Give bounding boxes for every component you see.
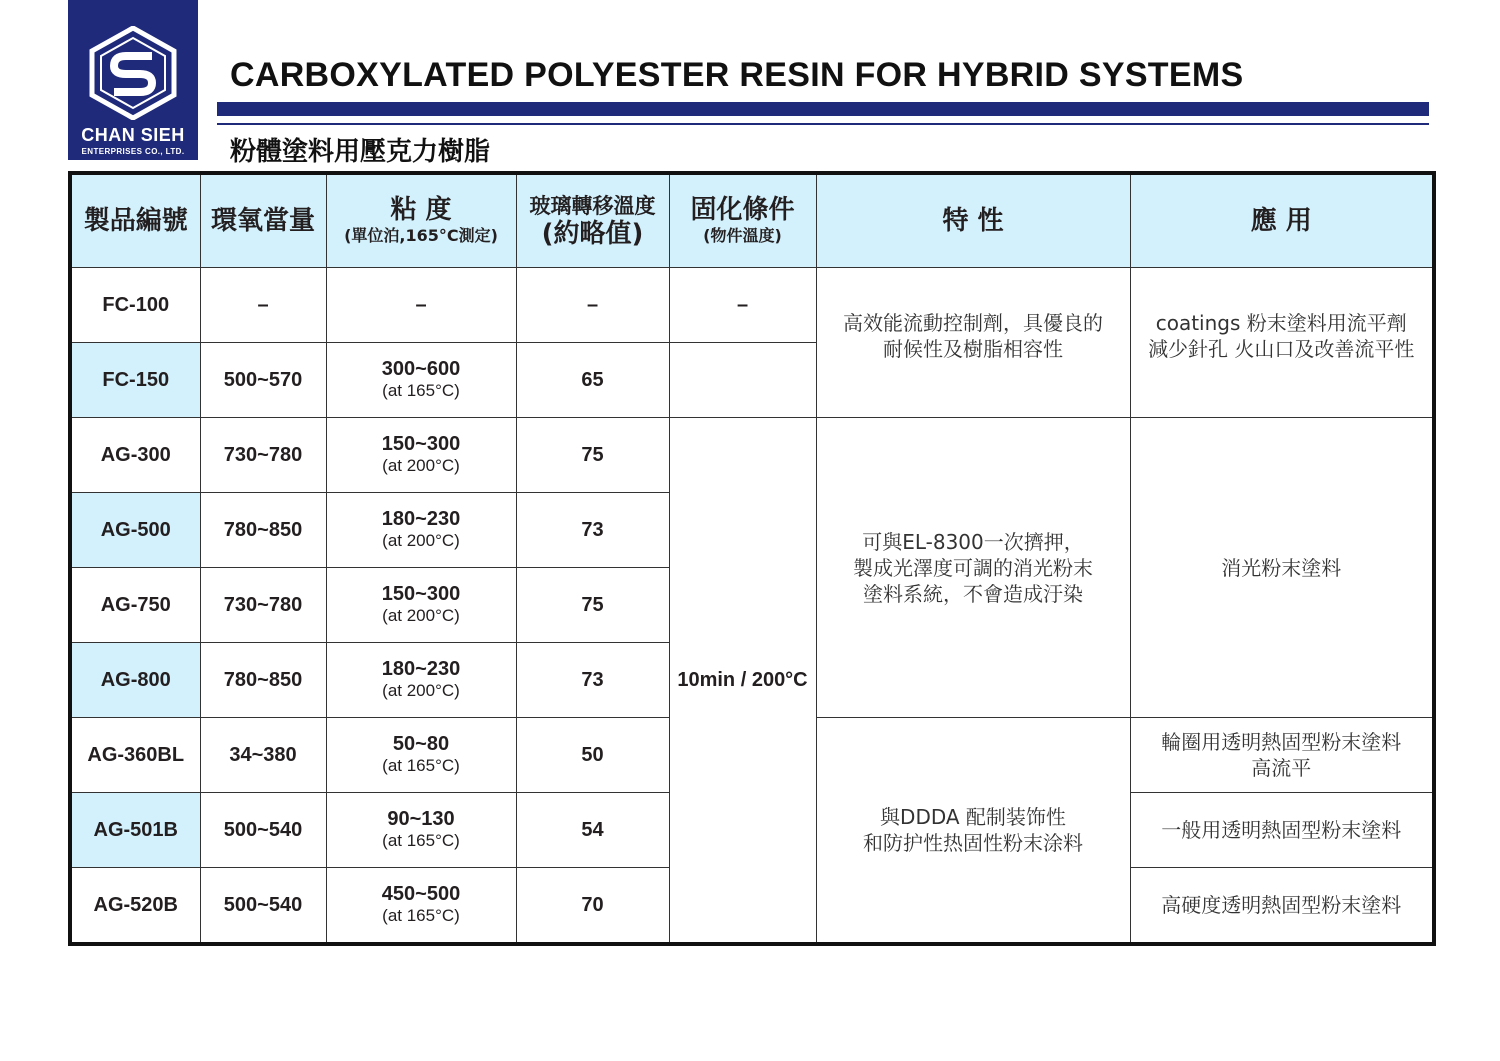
tg-value: 65 xyxy=(516,343,669,418)
application-ag501b: 一般用透明熱固型粉末塗料 xyxy=(1130,793,1434,868)
header-application: 應 用 xyxy=(1130,173,1434,268)
chan-sieh-emblem-icon xyxy=(86,26,180,120)
epoxy-equivalent: 500~540 xyxy=(200,793,326,868)
viscosity: – xyxy=(326,268,516,343)
tg-value: 73 xyxy=(516,493,669,568)
title-rule-thin xyxy=(217,123,1429,125)
brand-subname: ENTERPRISES CO., LTD. xyxy=(81,147,185,156)
epoxy-equivalent: 780~850 xyxy=(200,643,326,718)
epoxy-equivalent: 500~570 xyxy=(200,343,326,418)
header-cure: 固化條件 (物件溫度) xyxy=(669,173,816,268)
cure-condition-empty xyxy=(669,343,816,418)
product-code: FC-150 xyxy=(70,343,200,418)
company-logo xyxy=(68,0,198,160)
header-tg: 玻璃轉移溫度 (約略值) xyxy=(516,173,669,268)
product-spec-table xyxy=(68,171,1436,946)
viscosity: 150~300 (at 200°C) xyxy=(326,418,516,493)
product-code: AG-300 xyxy=(70,418,200,493)
product-code: AG-500 xyxy=(70,493,200,568)
feature-group2: 可與EL-8300一次擠押， 製成光澤度可調的消光粉末 塗料系統，不會造成汙染 xyxy=(816,418,1130,718)
feature-group1: 高效能流動控制劑，具優良的 耐候性及樹脂相容性 xyxy=(816,268,1130,418)
table-row xyxy=(70,418,1434,493)
epoxy-equivalent: 500~540 xyxy=(200,868,326,945)
tg-value: 73 xyxy=(516,643,669,718)
application-group2: 消光粉末塗料 xyxy=(1130,418,1434,718)
header-viscosity: 粘 度 (單位泊,165°C測定) xyxy=(326,173,516,268)
title-rule-thick xyxy=(217,102,1429,116)
epoxy-equivalent: 780~850 xyxy=(200,493,326,568)
feature-group3: 與DDDA 配制装饰性 和防护性热固性粉末涂料 xyxy=(816,718,1130,945)
tg-value: 70 xyxy=(516,868,669,945)
product-code: FC-100 xyxy=(70,268,200,343)
header-epoxy: 環氧當量 xyxy=(200,173,326,268)
viscosity: 300~600 (at 165°C) xyxy=(326,343,516,418)
page-subtitle: 粉體塗料用壓克力樹脂 xyxy=(230,137,491,167)
epoxy-equivalent: – xyxy=(200,268,326,343)
product-code: AG-360BL xyxy=(70,718,200,793)
tg-value: – xyxy=(516,268,669,343)
tg-value: 75 xyxy=(516,418,669,493)
epoxy-equivalent: 730~780 xyxy=(200,418,326,493)
tg-value: 54 xyxy=(516,793,669,868)
cure-condition-shared: 10min / 200°C xyxy=(669,418,816,945)
epoxy-equivalent: 730~780 xyxy=(200,568,326,643)
table-row xyxy=(70,268,1434,343)
viscosity: 150~300 (at 200°C) xyxy=(326,568,516,643)
application-ag360bl: 輪圈用透明熱固型粉末塗料 高流平 xyxy=(1130,718,1434,793)
tg-value: 50 xyxy=(516,718,669,793)
product-code: AG-501B xyxy=(70,793,200,868)
viscosity: 90~130 (at 165°C) xyxy=(326,793,516,868)
header-feature: 特 性 xyxy=(816,173,1130,268)
product-code: AG-520B xyxy=(70,868,200,945)
application-ag520b: 高硬度透明熱固型粉末塗料 xyxy=(1130,868,1434,945)
viscosity: 180~230 (at 200°C) xyxy=(326,643,516,718)
product-code: AG-800 xyxy=(70,643,200,718)
product-code: AG-750 xyxy=(70,568,200,643)
viscosity: 180~230 (at 200°C) xyxy=(326,493,516,568)
tg-value: 75 xyxy=(516,568,669,643)
table-header-row xyxy=(70,173,1434,268)
viscosity: 50~80 (at 165°C) xyxy=(326,718,516,793)
viscosity: 450~500 (at 165°C) xyxy=(326,868,516,945)
header-code: 製品編號 xyxy=(70,173,200,268)
epoxy-equivalent: 34~380 xyxy=(200,718,326,793)
application-group1: coatings 粉末塗料用流平劑 減少針孔 火山口及改善流平性 xyxy=(1130,268,1434,418)
brand-name: CHAN SIEH xyxy=(81,125,185,145)
page-title: CARBOXYLATED POLYESTER RESIN FOR HYBRID SYSTEMS xyxy=(230,56,1244,94)
cure-condition: – xyxy=(669,268,816,343)
